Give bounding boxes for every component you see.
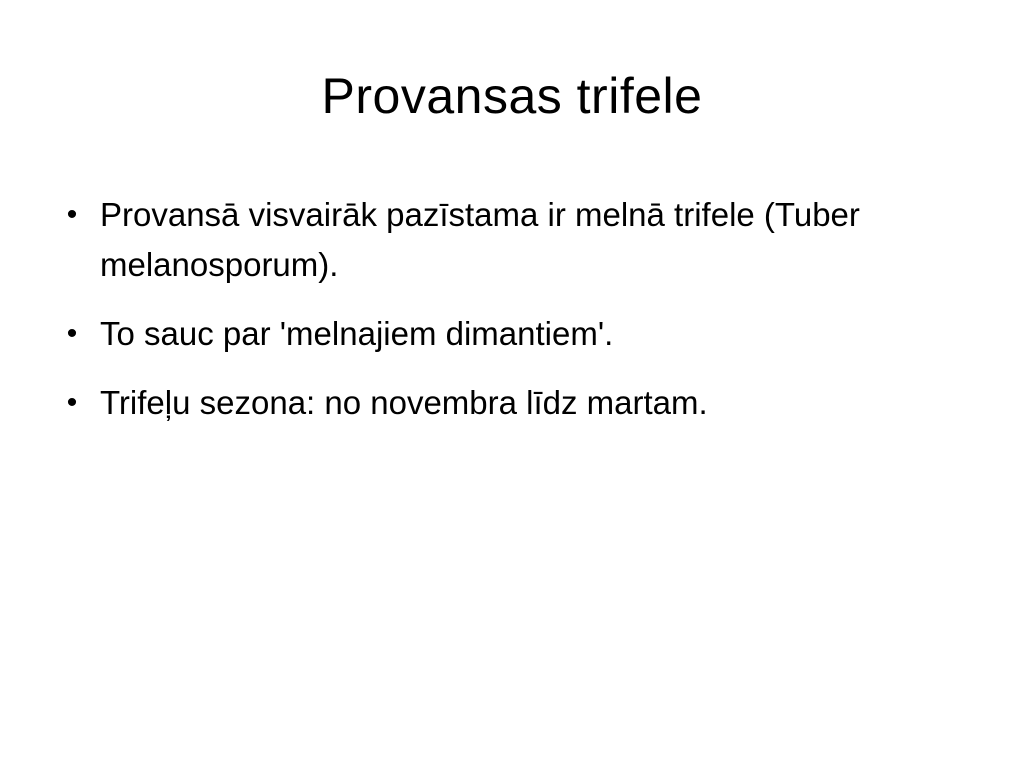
- bullet-icon: •: [66, 317, 78, 350]
- bullet-text: Provansā visvairāk pazīstama ir melnā trifele (Tuber melanosporum).: [100, 196, 860, 283]
- bullet-item: [62, 378, 962, 428]
- bullet-item: [62, 309, 962, 359]
- bullet-text: Trifeļu sezona: no novembra līdz martam.: [100, 384, 708, 421]
- bullet-item: [62, 190, 962, 290]
- bullet-text: To sauc par 'melnajiem dimantiem'.: [100, 315, 614, 352]
- slide-title: Provansas trifele: [321, 68, 703, 124]
- bullet-list: [62, 190, 962, 447]
- bullet-icon: •: [66, 386, 78, 419]
- bullet-icon: •: [66, 198, 78, 231]
